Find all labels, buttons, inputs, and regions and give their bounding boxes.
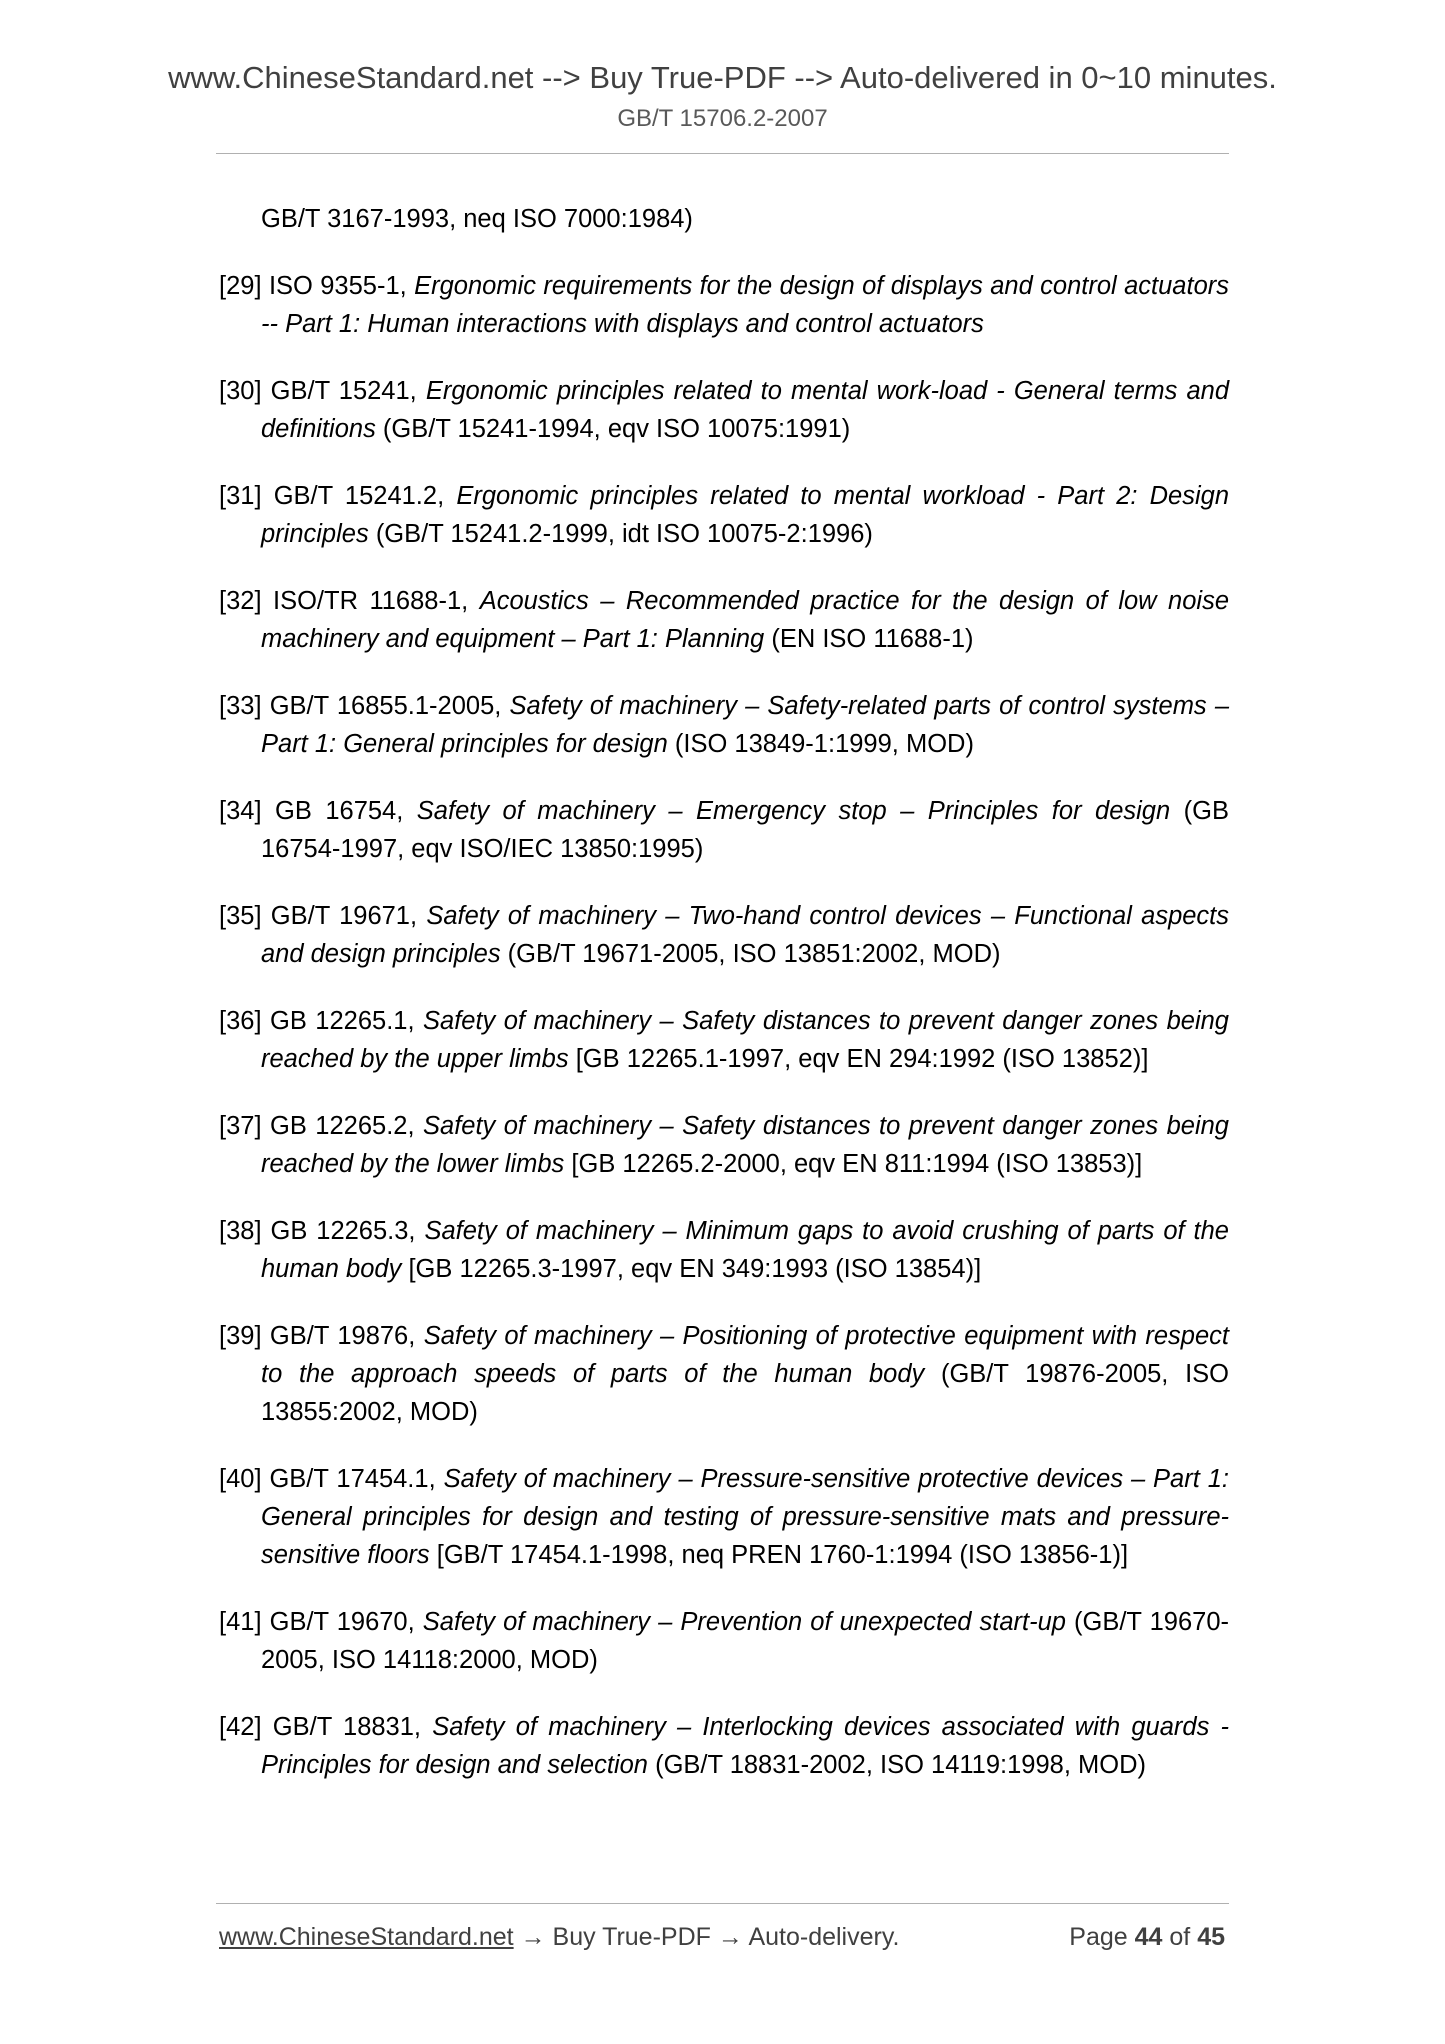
reference-source: (ISO 13849-1:1999, MOD) bbox=[674, 730, 974, 758]
reference-item bbox=[219, 1212, 1229, 1288]
reference-item bbox=[219, 687, 1229, 763]
footer-buy-text: Buy True-PDF bbox=[552, 1923, 711, 1951]
reference-code: GB 12265.1, bbox=[270, 1007, 415, 1035]
reference-number: [34] bbox=[219, 797, 262, 825]
reference-number: [29] bbox=[219, 272, 262, 300]
page-indicator bbox=[1069, 1920, 1225, 1954]
reference-title: Safety of machinery – Prevention of unexpected start-up bbox=[422, 1608, 1066, 1636]
reference-item bbox=[219, 897, 1229, 973]
document-code: GB/T 15706.2-2007 bbox=[617, 105, 828, 132]
reference-continuation bbox=[219, 200, 1229, 238]
footer-divider bbox=[216, 1903, 1229, 1904]
reference-source: (GB/T 15241-1994, eqv ISO 10075:1991) bbox=[382, 415, 851, 443]
reference-code: GB 12265.2, bbox=[270, 1112, 415, 1140]
of-label: of bbox=[1169, 1923, 1191, 1951]
header-divider bbox=[216, 153, 1229, 154]
reference-item bbox=[219, 267, 1229, 343]
reference-number: [31] bbox=[219, 482, 262, 510]
reference-title: Safety of machinery – Minimum gaps to avoid crushing of parts of the human body bbox=[261, 1217, 1229, 1283]
reference-number: [41] bbox=[219, 1608, 262, 1636]
reference-code: GB/T 17454.1, bbox=[269, 1465, 436, 1493]
reference-code: GB/T 19671, bbox=[270, 902, 418, 930]
reference-source: (GB/T 19670-2005, ISO 14118:2000, MOD) bbox=[261, 1608, 1230, 1674]
reference-number: [30] bbox=[219, 377, 262, 405]
reference-title: Ergonomic requirements for the design of displays and control actuators -- Part 1: Human interactions with displays and control actuators bbox=[261, 272, 1229, 338]
reference-title: Safety of machinery – Pressure-sensitive protective devices – Part 1: General principles for design and testing of pressure-sensitive mats and pressure-sensitive floors bbox=[261, 1465, 1229, 1569]
reference-source: GB/T 3167-1993, neq ISO 7000:1984) bbox=[261, 205, 693, 233]
reference-code: ISO/TR 11688-1, bbox=[273, 587, 469, 615]
reference-item bbox=[219, 1002, 1229, 1078]
reference-source: (GB/T 15241.2-1999, idt ISO 10075-2:1996) bbox=[375, 520, 873, 548]
reference-number: [35] bbox=[219, 902, 262, 930]
reference-title: Safety of machinery – Two-hand control devices – Functional aspects and design principles bbox=[261, 902, 1230, 968]
reference-title: Safety of machinery – Interlocking devices associated with guards - Principles for design and selection bbox=[261, 1713, 1230, 1779]
reference-title: Safety of machinery – Emergency stop – Principles for design bbox=[416, 797, 1171, 825]
reference-item bbox=[219, 1317, 1229, 1431]
reference-title: Ergonomic principles related to mental work-load - General terms and definitions bbox=[261, 377, 1230, 443]
reference-source: (GB/T 19671-2005, ISO 13851:2002, MOD) bbox=[507, 940, 1001, 968]
reference-code: GB/T 15241, bbox=[270, 377, 417, 405]
reference-item bbox=[219, 1708, 1229, 1784]
reference-source: [GB 12265.2-2000, eqv EN 811:1994 (ISO 13853)] bbox=[571, 1150, 1143, 1178]
reference-number: [38] bbox=[219, 1217, 262, 1245]
reference-item bbox=[219, 792, 1229, 868]
reference-code: GB/T 19670, bbox=[269, 1608, 415, 1636]
reference-code: GB 12265.3, bbox=[270, 1217, 416, 1245]
footer-delivery-text: Auto-delivery. bbox=[748, 1923, 900, 1951]
reference-source: (GB 16754-1997, eqv ISO/IEC 13850:1995) bbox=[261, 797, 1229, 863]
reference-source: [GB/T 17454.1-1998, neq PREN 1760-1:1994 (ISO 13856-1)] bbox=[436, 1541, 1129, 1569]
reference-title: Safety of machinery – Safety distances to prevent danger zones being reached by the lower limbs bbox=[261, 1112, 1229, 1178]
page-total: 45 bbox=[1197, 1923, 1225, 1951]
reference-source: [GB 12265.3-1997, eqv EN 349:1993 (ISO 13854)] bbox=[408, 1255, 982, 1283]
arrow-right-icon: → bbox=[520, 1923, 546, 1951]
reference-code: GB 16754, bbox=[275, 797, 404, 825]
reference-number: [33] bbox=[219, 692, 262, 720]
reference-title: Ergonomic principles related to mental workload - Part 2: Design principles bbox=[261, 482, 1230, 548]
reference-code: GB/T 18831, bbox=[272, 1713, 422, 1741]
header-banner: www.ChineseStandard.net --> Buy True-PDF --> Auto-delivered in 0~10 minutes. bbox=[168, 60, 1277, 95]
reference-item bbox=[219, 1603, 1229, 1679]
reference-number: [42] bbox=[219, 1713, 262, 1741]
reference-title: Safety of machinery – Safety-related parts of control systems – Part 1: General principles for design bbox=[261, 692, 1229, 758]
reference-code: GB/T 16855.1-2005, bbox=[269, 692, 502, 720]
reference-source: [GB 12265.1-1997, eqv EN 294:1992 (ISO 13852)] bbox=[575, 1045, 1149, 1073]
footer-promo bbox=[219, 1920, 899, 1954]
reference-number: [36] bbox=[219, 1007, 262, 1035]
reference-code: GB/T 15241.2, bbox=[273, 482, 445, 510]
reference-code: GB/T 19876, bbox=[269, 1322, 416, 1350]
reference-item bbox=[219, 582, 1229, 658]
reference-item bbox=[219, 477, 1229, 553]
reference-source: (EN ISO 11688-1) bbox=[771, 625, 974, 653]
reference-number: [37] bbox=[219, 1112, 262, 1140]
references-list bbox=[219, 200, 1229, 1813]
arrow-right-icon: → bbox=[717, 1923, 743, 1951]
reference-code: ISO 9355-1, bbox=[268, 272, 407, 300]
reference-title: Safety of machinery – Safety distances to prevent danger zones being reached by the upper limbs bbox=[261, 1007, 1229, 1073]
reference-item bbox=[219, 372, 1229, 448]
reference-number: [32] bbox=[219, 587, 262, 615]
page-number: 44 bbox=[1134, 1923, 1163, 1951]
footer-site-link[interactable]: www.ChineseStandard.net bbox=[219, 1923, 514, 1951]
reference-number: [39] bbox=[219, 1322, 262, 1350]
reference-title: Safety of machinery – Positioning of protective equipment with respect to the approach speeds of parts of the human body bbox=[261, 1322, 1229, 1388]
reference-number: [40] bbox=[219, 1465, 262, 1493]
reference-source: (GB/T 19876-2005, ISO 13855:2002, MOD) bbox=[261, 1360, 1229, 1426]
reference-item bbox=[219, 1460, 1229, 1574]
reference-title: Acoustics – Recommended practice for the design of low noise machinery and equipment – Part 1: Planning bbox=[261, 587, 1230, 653]
reference-item bbox=[219, 1107, 1229, 1183]
reference-source: (GB/T 18831-2002, ISO 14119:1998, MOD) bbox=[655, 1751, 1146, 1779]
page-label: Page bbox=[1069, 1923, 1128, 1951]
